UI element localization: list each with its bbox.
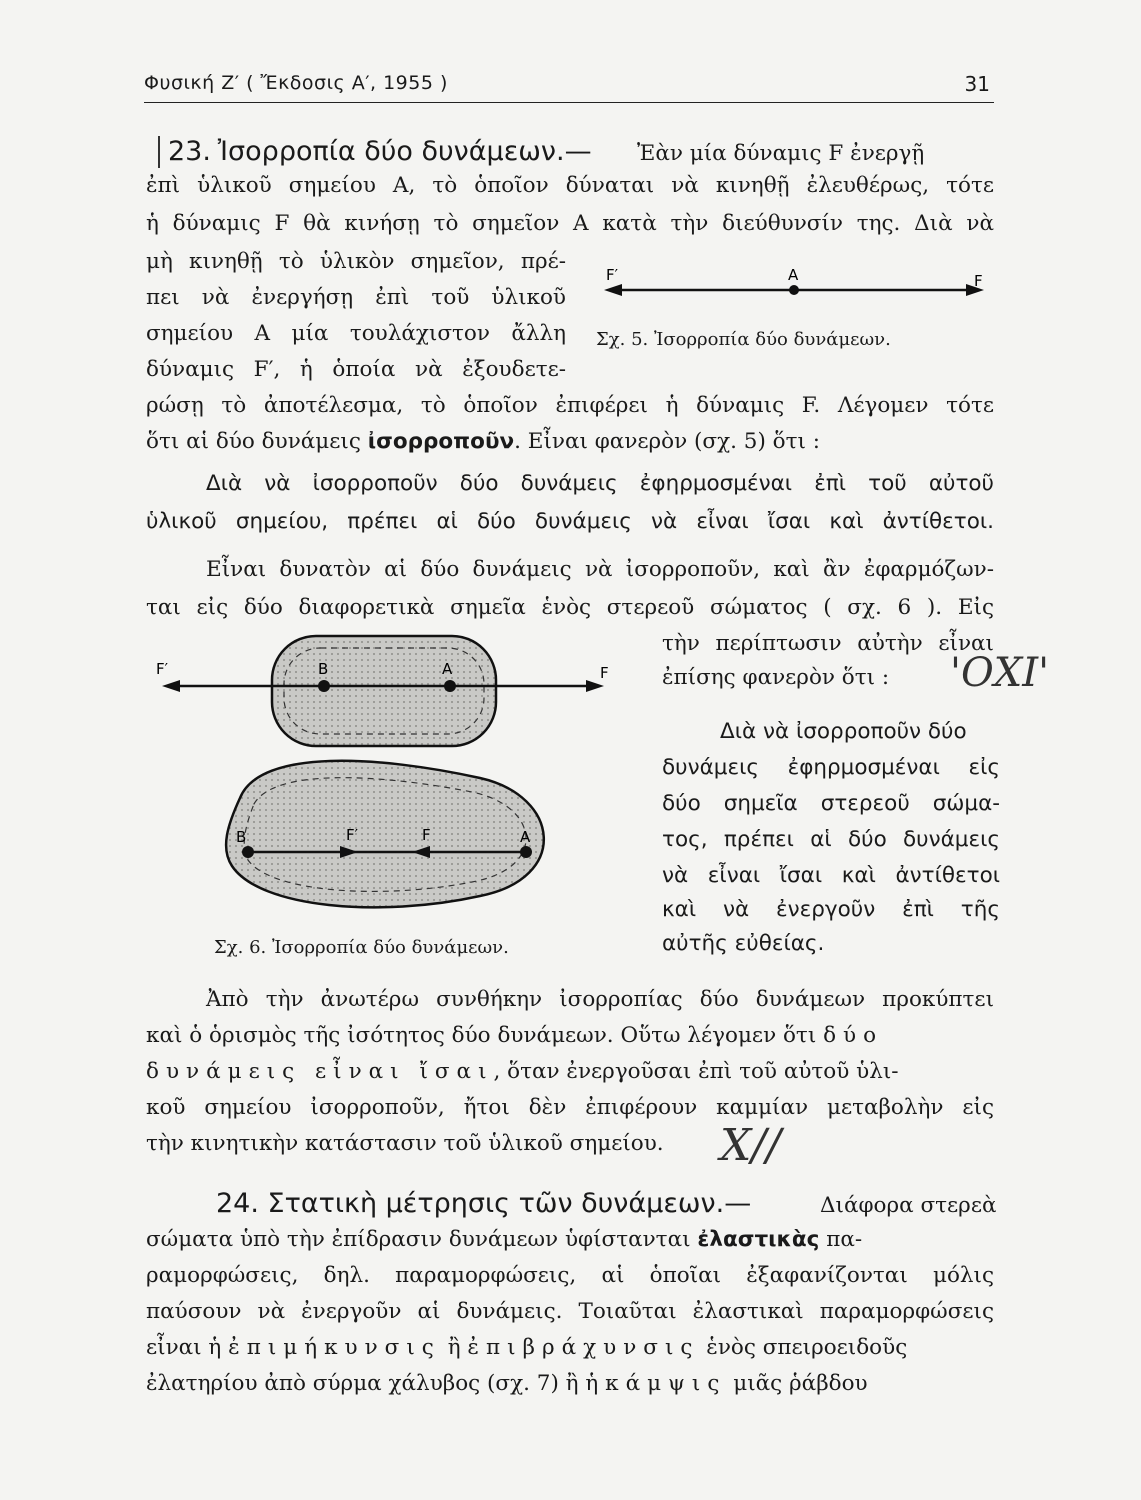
p3-line-3: δυνάμεις εἶναι ἴσαι, ὅταν ἐνεργοῦσαι ἐπὶ τοῦ αὐτοῦ ὑλι- bbox=[146, 1059, 899, 1084]
p1-line: μὴ κινηθῇ τὸ ὑλικὸν σημεῖον, πρέ- bbox=[146, 249, 566, 274]
rigid-body-bottom bbox=[226, 761, 544, 908]
point-b bbox=[242, 846, 254, 858]
rule1-line: Διὰ νὰ ἰσορροποῦν δύο δυνάμεις ἐφηρμοσμέναι ἐπὶ τοῦ αὐτοῦ bbox=[206, 471, 994, 496]
rule2-line: νὰ εἶναι ἴσαι καὶ ἀντίθετοι bbox=[662, 863, 1000, 888]
p1-line: ἐπὶ ὑλικοῦ σημείου Α, τὸ ὁποῖον δύναται νὰ κινηθῇ ἐλευθέρως, τότε bbox=[146, 173, 994, 198]
p3-line: κοῦ σημείου ἰσορροποῦν, ἤτοι δὲν ἐπιφέρουν καμμίαν μεταβολὴν εἰς bbox=[146, 1095, 994, 1120]
rule2-line: δυνάμεις ἐφηρμοσμέναι εἰς bbox=[662, 755, 1000, 780]
p2-line: ἐπίσης φανερὸν ὅτι : bbox=[662, 665, 890, 690]
point-a bbox=[444, 680, 456, 692]
p3-line: Ἀπὸ τὴν ἀνωτέρω συνθήκην ἰσορροπίας δύο δυνάμεων προκύπτει bbox=[206, 987, 994, 1012]
p1-line: δύναμις F′, ἡ ὁποία νὰ ἐξουδετε- bbox=[146, 357, 566, 382]
fig6-label: F′ bbox=[156, 660, 169, 678]
rule2-line: αὐτῆς εὐθείας. bbox=[662, 931, 825, 956]
rigid-body-top bbox=[272, 636, 496, 746]
running-header bbox=[144, 72, 994, 103]
arrow-left-icon bbox=[604, 284, 622, 296]
rule2-line: Διὰ νὰ ἰσορροποῦν δύο bbox=[720, 719, 967, 744]
s24-line: παύσουν νὰ ἐνεργοῦν αἱ δυνάμεις. Τοιαῦται ἐλαστικαὶ παραμορφώσεις bbox=[146, 1299, 994, 1324]
rule1-line: ὑλικοῦ σημείου, πρέπει αἱ δύο δυνάμεις νὰ εἶναι ἴσαι καὶ ἀντίθετοι. bbox=[146, 509, 994, 534]
p1-line: σημείου Α μία τουλάχιστον ἄλλη bbox=[146, 321, 566, 346]
s24-line: ραμορφώσεις, δηλ. παραμορφώσεις, αἱ ὁποῖαι ἐξαφανίζονται μόλις bbox=[146, 1263, 994, 1288]
fig6-label: B bbox=[236, 828, 247, 846]
point-a bbox=[520, 846, 532, 858]
fig5-caption: Σχ. 5. Ἰσορροπία δύο δυνάμεων. bbox=[596, 329, 891, 350]
rule2-line: καὶ νὰ ἐνεργοῦν ἐπὶ τῆς bbox=[662, 897, 1000, 922]
fig6-caption: Σχ. 6. Ἰσορροπία δύο δυνάμεων. bbox=[214, 937, 509, 958]
p1-last-line: ὅτι αἱ δύο δυνάμεις ἰσορροποῦν. Εἶναι φανερὸν (σχ. 5) ὅτι : bbox=[146, 429, 821, 454]
pencil-mark bbox=[158, 136, 160, 168]
p3-line-2: καὶ ὁ ὁρισμὸς τῆς ἰσότητος δύο δυνάμεων. Οὕτω λέγομεν ὅτι δύο bbox=[146, 1023, 884, 1048]
book-title: Φυσική Ζ′ ( Ἔκδοσις Α′, 1955 ) bbox=[144, 72, 448, 94]
section-23-heading: 23. Ἰσορροπία δύο δυνάμεων.— bbox=[168, 136, 592, 167]
fig5-label-right: F bbox=[974, 272, 983, 290]
p1-line: πει νὰ ἐνεργήσῃ ἐπὶ τοῦ ὑλικοῦ bbox=[146, 285, 566, 310]
rule2-line: δύο σημεῖα στερεοῦ σώμα- bbox=[662, 791, 1000, 816]
fig6-label: F′ bbox=[346, 826, 359, 844]
rule2-line: τος, πρέπει αἱ δύο δυνάμεις bbox=[662, 827, 1000, 852]
p2-line: ται εἰς δύο διαφορετικὰ σημεῖα ἑνὸς στερεοῦ σώματος ( σχ. 6 ). Εἰς bbox=[146, 595, 994, 620]
s24-line: Διάφορα στερεὰ bbox=[820, 1193, 997, 1218]
s24-line-6: ἐλατηρίου ἀπὸ σύρμα χάλυβος (σχ. 7) ἢ ἡ κάμψις μιᾶς ῥάβδου bbox=[146, 1371, 868, 1396]
arrow-left-icon bbox=[162, 680, 180, 692]
p1-line: ρώσῃ τὸ ἀποτέλεσμα, τὸ ὁποῖον ἐπιφέρει ἡ δύναμις F. Λέγομεν τότε bbox=[146, 393, 994, 418]
handwritten-note: Χ// bbox=[720, 1120, 781, 1171]
figure-5 bbox=[598, 262, 990, 310]
p2-line: Εἶναι δυνατὸν αἱ δύο δυνάμεις νὰ ἰσορροποῦν, καὶ ἂν ἐφαρμόζων- bbox=[206, 557, 994, 582]
fig6-label: A bbox=[520, 828, 531, 846]
s24-line-2: σώματα ὑπὸ τὴν ἐπίδρασιν δυνάμεων ὑφίστανται ἐλαστικὰς πα- bbox=[146, 1227, 863, 1252]
fig6-label: F bbox=[422, 826, 431, 844]
fig6-label: A bbox=[442, 660, 453, 678]
fig5-label-left: F′ bbox=[606, 266, 619, 284]
p3-line: τὴν κινητικὴν κατάστασιν τοῦ ὑλικοῦ σημείου. bbox=[146, 1131, 664, 1156]
fig6-label: B bbox=[318, 660, 329, 678]
page-number: 31 bbox=[964, 72, 990, 96]
p1-line: Ἐὰν μία δύναμις F ἐνεργῇ bbox=[637, 141, 925, 166]
fig6-label: F bbox=[600, 664, 609, 682]
point-b bbox=[318, 680, 330, 692]
p1-line: ἡ δύναμις F θὰ κινήσῃ τὸ σημεῖον Α κατὰ τὴν διεύθυνσίν της. Διὰ νὰ bbox=[146, 211, 994, 236]
handwritten-note: 'ΟΧΙ' bbox=[950, 650, 1050, 696]
fig5-label-mid: A bbox=[788, 266, 799, 284]
point-a bbox=[789, 285, 799, 295]
p2-line: τὴν περίπτωσιν αὐτὴν εἶναι bbox=[662, 631, 994, 656]
figure-6 bbox=[150, 628, 620, 938]
section-24-heading: 24. Στατικὴ μέτρησις τῶν δυνάμεων.— bbox=[216, 1188, 752, 1219]
s24-line-5: εἶναι ἡ ἐπιμήκυνσις ἢ ἐπιβράχυνσις ἑνὸς σπειροειδοῦς bbox=[146, 1335, 908, 1360]
